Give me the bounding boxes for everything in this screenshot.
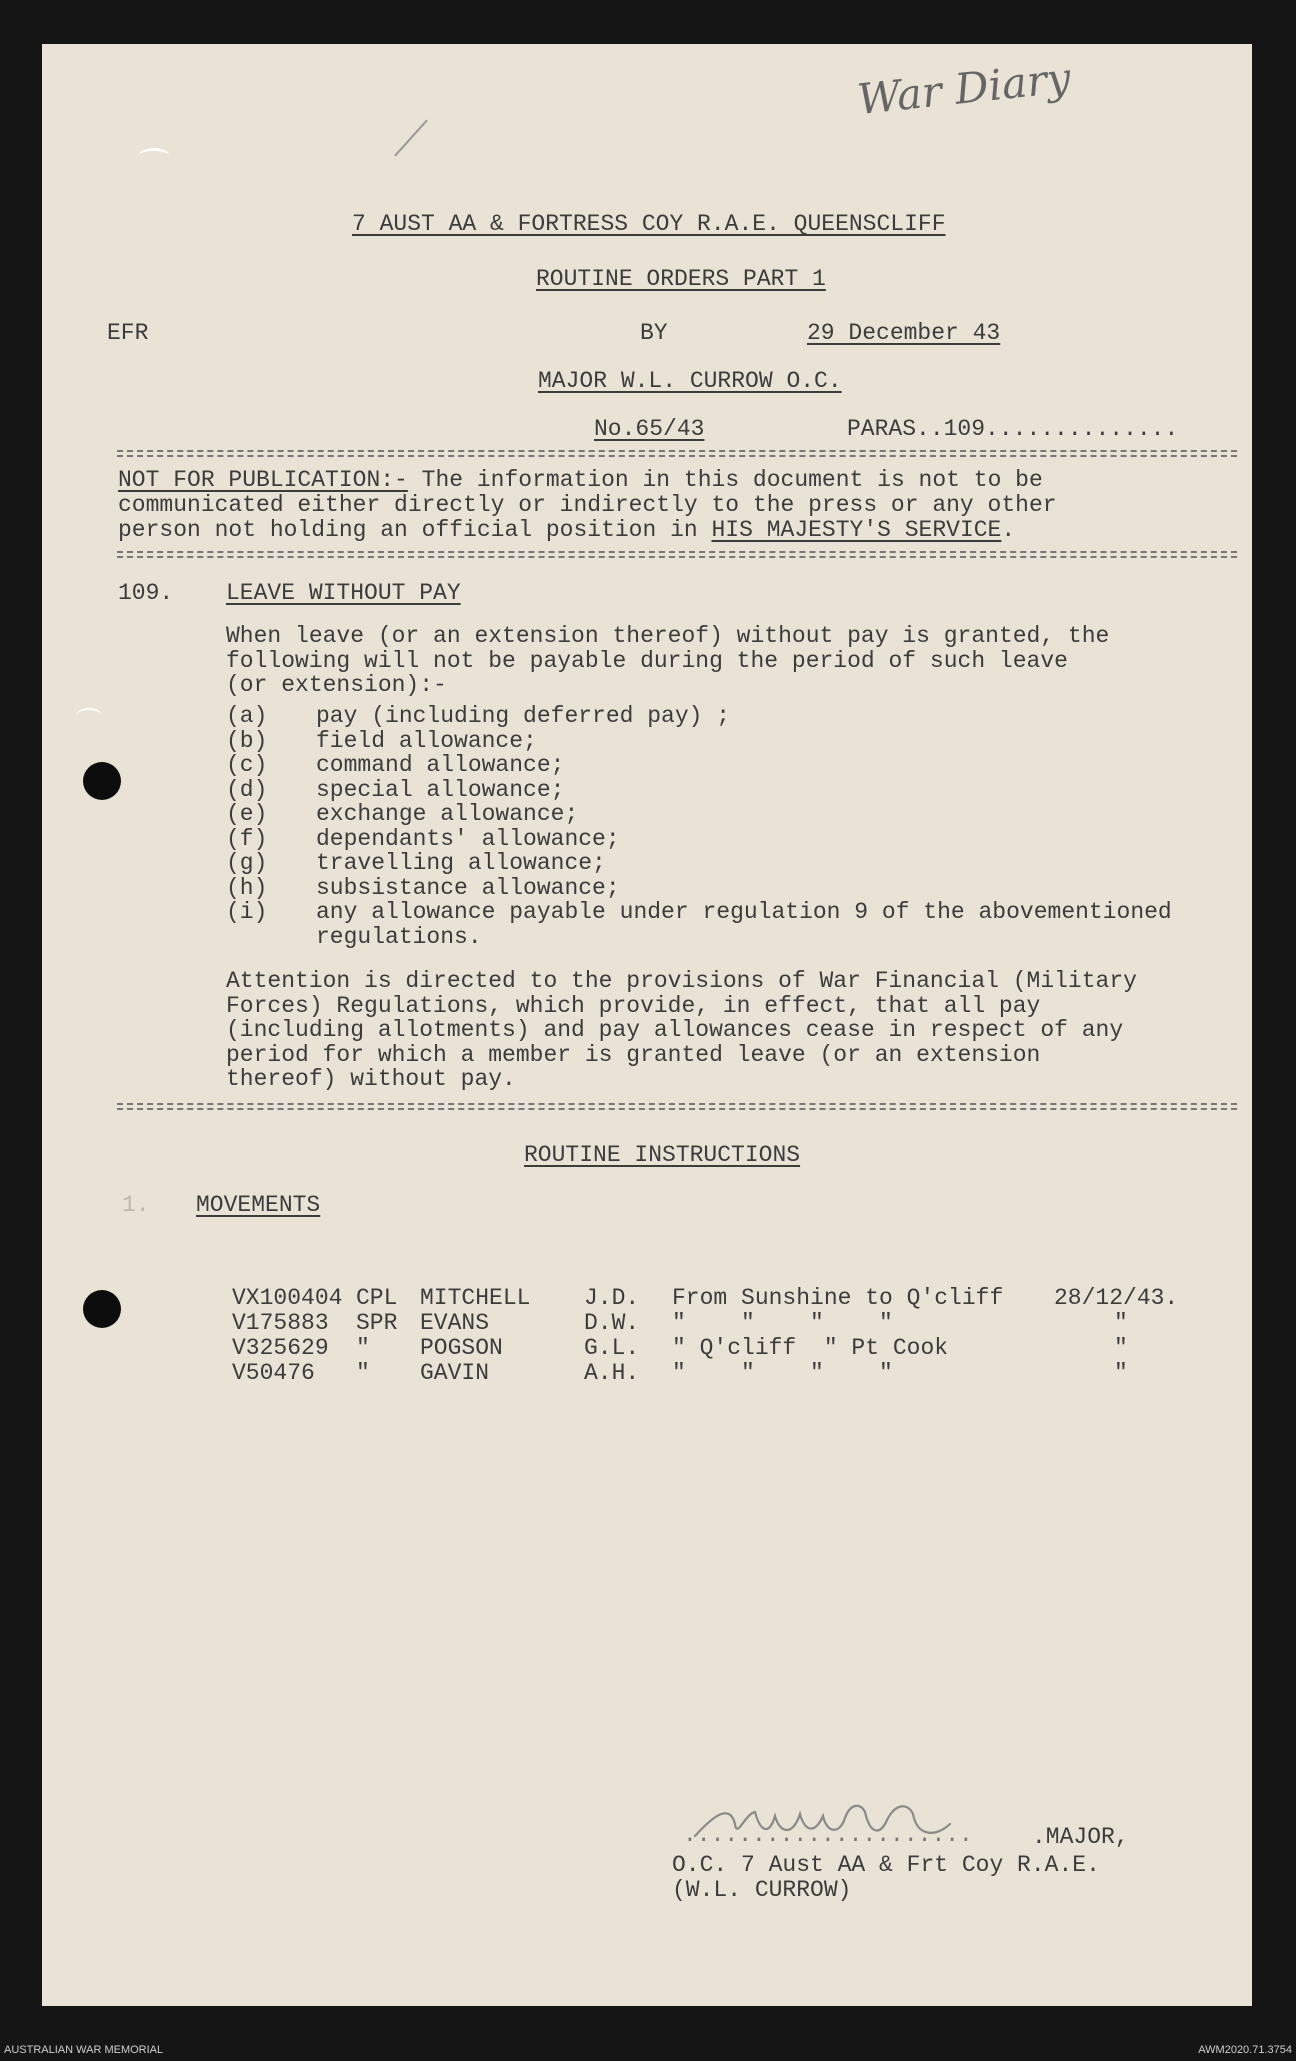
closing-line: (including allotments) and pay allowances cease in respect of any xyxy=(226,1017,1124,1043)
punch-hole xyxy=(83,762,121,800)
reference: EFR xyxy=(107,320,149,346)
list-item: (b) field allowance; xyxy=(226,727,537,754)
signature-name: (W.L. CURROW) xyxy=(672,1877,852,1903)
document-page: War Diary 7 AUST AA & FORTRESS COY R.A.E. QUEENSCLIFF ROUTINE ORDERS PART 1 EFR BY 29 December 43 MAJOR W.L. CURROW O.C. No.65/43 PARAS..109.............. NOT FOR PUBLICATION:- The information in this document is not to be communicated either directly or indirectly to the press or any other person not holding an official position in HIS MAJESTY'S SERVICE. 109. LEAVE WITHOUT PAY When leave (or an extension thereof) without pay is granted, the following will not be payable during the period of such leave (or extension):- (a) pay (including deferred pay) ; (b) field allowance; (c) command allowance; (d) special allowance; (e) exchange allowance; (f) dependants' allowance; (g) travelling allowance; (h) subsistance allowance; (i) any allowance payable under regulation 9 of the abovementioned regulations. Attention is directed to the provisions of War Financial (Military Forces) Regulations, which provide, in effect, that all pay (including allotments) and pay allowances cease in respect of any period for which a member is granted leave (or an extension thereof) without pay. ROUTINE INSTRUCTIONS 1. MOVEMENTS VX100404 CPL MITCHELL J.D. From Sunshine to Q'cliff 28/12/43. V175883 SPR EVANS D.W. " " " " " V325629 " POGSON G.L. " Q'cliff " Pt Cook " V50476 " GAVIN A.H. " " " " " ..................... .MAJOR, O.C. 7 Aust AA & Frt Coy R.A.E. (W.L. CURROW) xyxy=(42,44,1252,2006)
movements-heading: MOVEMENTS xyxy=(196,1192,321,1218)
intro-line: When leave (or an extension thereof) without pay is granted, the xyxy=(226,623,1110,649)
notice-line-3: person not holding an official position in xyxy=(118,517,712,543)
list-item: (d) special allowance; xyxy=(226,776,565,803)
divider xyxy=(117,448,1237,460)
unit-title: 7 AUST AA & FORTRESS COY R.A.E. QUEENSCLIFF xyxy=(352,211,946,237)
section-heading: LEAVE WITHOUT PAY xyxy=(226,580,461,606)
paras-value: 109 xyxy=(943,416,986,442)
handwritten-note: War Diary xyxy=(855,52,1073,125)
list-item: (e) exchange allowance; xyxy=(226,801,579,827)
his-majestys-service: HIS MAJESTY'S SERVICE xyxy=(711,517,1002,543)
archive-reference: AWM2020.71.3754 xyxy=(1198,2044,1292,2056)
divider xyxy=(117,549,1237,561)
divider xyxy=(117,1101,1237,1113)
list-item: (i) any allowance payable under regulation 9 of the abovementioned xyxy=(226,899,1172,925)
closing-line: Forces) Regulations, which provide, in effect, that all pay xyxy=(226,992,1041,1019)
paras-field: PARAS..109.............. xyxy=(847,416,1179,442)
intro-line: following will not be payable during the period of such leave xyxy=(226,647,1068,674)
section-intro xyxy=(226,624,1109,698)
list-item: regulations. xyxy=(316,923,482,950)
signature-title: O.C. 7 Aust AA & Frt Coy R.A.E. xyxy=(672,1852,1100,1878)
hole-tear xyxy=(76,708,102,724)
signature: ..................... xyxy=(675,1794,1035,1850)
closing-line: period for which a member is granted leave (or an extension xyxy=(226,1041,1041,1068)
list-item: (g) travelling allowance; xyxy=(226,850,606,876)
list-item: (h) subsistance allowance; xyxy=(226,874,620,901)
staple-mark xyxy=(139,148,169,163)
closing-line: Attention is directed to the provisions of War Financial (Military xyxy=(226,968,1137,994)
order-date: 29 December 43 xyxy=(807,320,1001,346)
list-item: (a) pay (including deferred pay) ; xyxy=(226,703,731,729)
archive-name: AUSTRALIAN WAR MEMORIAL xyxy=(4,2044,164,2056)
signature-rank: .MAJOR, xyxy=(1032,1824,1129,1850)
intro-line: (or extension):- xyxy=(226,672,447,698)
closing-paragraph xyxy=(226,969,1137,1092)
list-item: (f) dependants' allowance; xyxy=(226,825,620,852)
document-title: ROUTINE ORDERS PART 1 xyxy=(536,266,826,292)
archive-footer xyxy=(0,2006,1296,2061)
closing-line: thereof) without pay. xyxy=(226,1066,516,1092)
allowance-list xyxy=(226,704,1172,949)
instruction-number: 1. xyxy=(122,1192,150,1218)
punch-hole xyxy=(83,1290,121,1328)
paragraph-number: 109. xyxy=(118,580,174,606)
issuing-officer: MAJOR W.L. CURROW O.C. xyxy=(538,368,842,394)
list-item: (c) command allowance; xyxy=(226,752,565,778)
instructions-title: ROUTINE INSTRUCTIONS xyxy=(524,1142,801,1168)
paras-label: PARAS xyxy=(847,416,917,442)
notice-label: NOT FOR PUBLICATION:- xyxy=(118,467,408,493)
notice-line-1: The information in this document is not to be xyxy=(421,467,1043,493)
notice-line-2: communicated either directly or indirectly to the press or any other xyxy=(118,492,1057,518)
order-number: No.65/43 xyxy=(594,416,705,442)
by-label: BY xyxy=(640,320,668,346)
pencil-mark xyxy=(394,119,428,156)
